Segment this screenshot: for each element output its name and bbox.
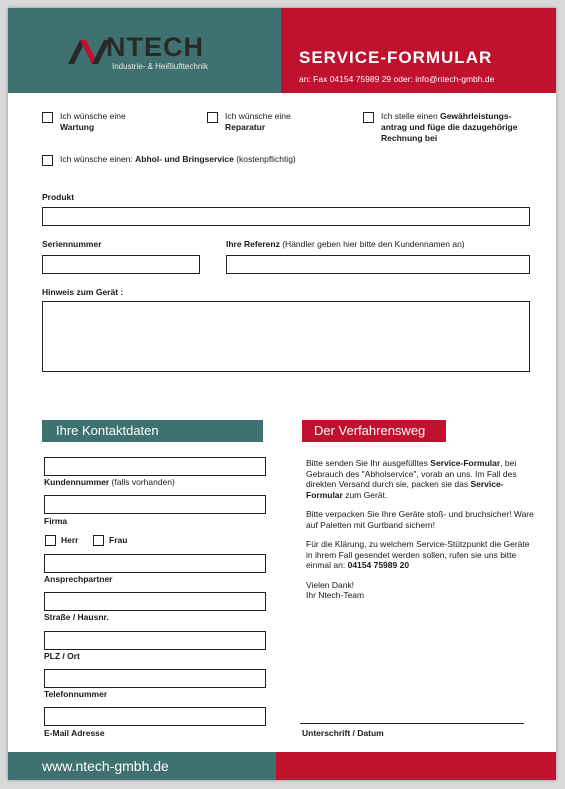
seriennummer-field[interactable] bbox=[42, 255, 200, 274]
kundennummer-field[interactable] bbox=[44, 457, 266, 476]
firma-label: Firma bbox=[44, 516, 68, 526]
strasse-field[interactable] bbox=[44, 592, 266, 611]
logo-text: NTECH bbox=[106, 32, 204, 62]
telefon-label: Telefonnummer bbox=[44, 689, 108, 699]
ansprechpartner-label: Ansprechpartner bbox=[44, 574, 113, 584]
reparatur-label: Ich wünsche eine Reparatur bbox=[225, 111, 291, 132]
signature-label: Unterschrift / Datum bbox=[302, 728, 384, 738]
herr-label: Herr bbox=[61, 535, 79, 545]
signature-line[interactable] bbox=[300, 723, 524, 724]
procedure-paragraph-3: Für die Klärung, zu welchem Service-Stützpunkt die Geräte in ihrem Fall gesendet werden sollen, rufen sie uns bitte einmal an: 04154 75989 20 bbox=[306, 539, 530, 570]
procedure-paragraph-1: Bitte senden Sie Ihr ausgefülltes Service-Formular, bei Gebrauch des "Abholservice", vorab an uns. Im Fall des direkten Versand durch sie, packen sie das Service-Formular zum Gerät. bbox=[306, 458, 517, 500]
hinweis-label: Hinweis zum Gerät : bbox=[42, 287, 124, 297]
logo-subtitle: Industrie- & Heißlufttechnik bbox=[112, 62, 209, 71]
gewaehrleistung-checkbox[interactable] bbox=[363, 112, 374, 123]
frau-label: Frau bbox=[109, 535, 128, 545]
procedure-text bbox=[306, 458, 536, 610]
ntech-logo bbox=[66, 32, 226, 76]
reparatur-checkbox[interactable] bbox=[207, 112, 218, 123]
hinweis-field[interactable] bbox=[42, 301, 530, 372]
seriennummer-label: Seriennummer bbox=[42, 239, 102, 249]
header-title-panel bbox=[281, 8, 556, 93]
gewaehrleistung-label: Ich stelle einen Gewährleistungs- antrag und füge die dazugehörige Rechnung bei bbox=[381, 111, 518, 143]
plz-ort-label: PLZ / Ort bbox=[44, 651, 80, 661]
procedure-paragraph-2: Bitte verpacken Sie Ihre Geräte stoß- und bruchsicher! Ware auf Paletten mit Gurtband sichern! bbox=[306, 509, 534, 530]
abholservice-checkbox[interactable] bbox=[42, 155, 53, 166]
plz-ort-field[interactable] bbox=[44, 631, 266, 650]
ansprechpartner-field[interactable] bbox=[44, 554, 266, 573]
herr-checkbox[interactable] bbox=[45, 535, 56, 546]
email-field[interactable] bbox=[44, 707, 266, 726]
wartung-label: Ich wünsche eine Wartung bbox=[60, 111, 126, 132]
contact-line: an: Fax 04154 75989 29 oder: info@ntech-gmbh.de bbox=[299, 74, 495, 84]
email-label: E-Mail Adresse bbox=[44, 728, 105, 738]
abholservice-label: Ich wünsche einen: Abhol- und Bringservice (kostenpflichtig) bbox=[60, 154, 296, 164]
service-form-page bbox=[8, 8, 556, 780]
footer-red-panel bbox=[276, 752, 556, 780]
footer-website: www.ntech-gmbh.de bbox=[8, 752, 276, 780]
produkt-field[interactable] bbox=[42, 207, 530, 226]
produkt-label: Produkt bbox=[42, 192, 75, 202]
wartung-checkbox[interactable] bbox=[42, 112, 53, 123]
contact-section-heading: Ihre Kontaktdaten bbox=[42, 420, 263, 442]
kundennummer-label: Kundennummer (falls vorhanden) bbox=[44, 477, 175, 487]
referenz-label: Ihre Referenz (Händler geben hier bitte den Kundennamen an) bbox=[226, 239, 465, 249]
firma-field[interactable] bbox=[44, 495, 266, 514]
frau-checkbox[interactable] bbox=[93, 535, 104, 546]
header-logo-panel bbox=[8, 8, 281, 93]
form-title: SERVICE-FORMULAR bbox=[299, 48, 493, 67]
procedure-section-heading: Der Verfahrensweg bbox=[302, 420, 446, 442]
strasse-label: Straße / Hausnr. bbox=[44, 612, 109, 622]
telefon-field[interactable] bbox=[44, 669, 266, 688]
referenz-field[interactable] bbox=[226, 255, 530, 274]
procedure-closing: Vielen Dank! Ihr Ntech-Team bbox=[306, 579, 365, 600]
